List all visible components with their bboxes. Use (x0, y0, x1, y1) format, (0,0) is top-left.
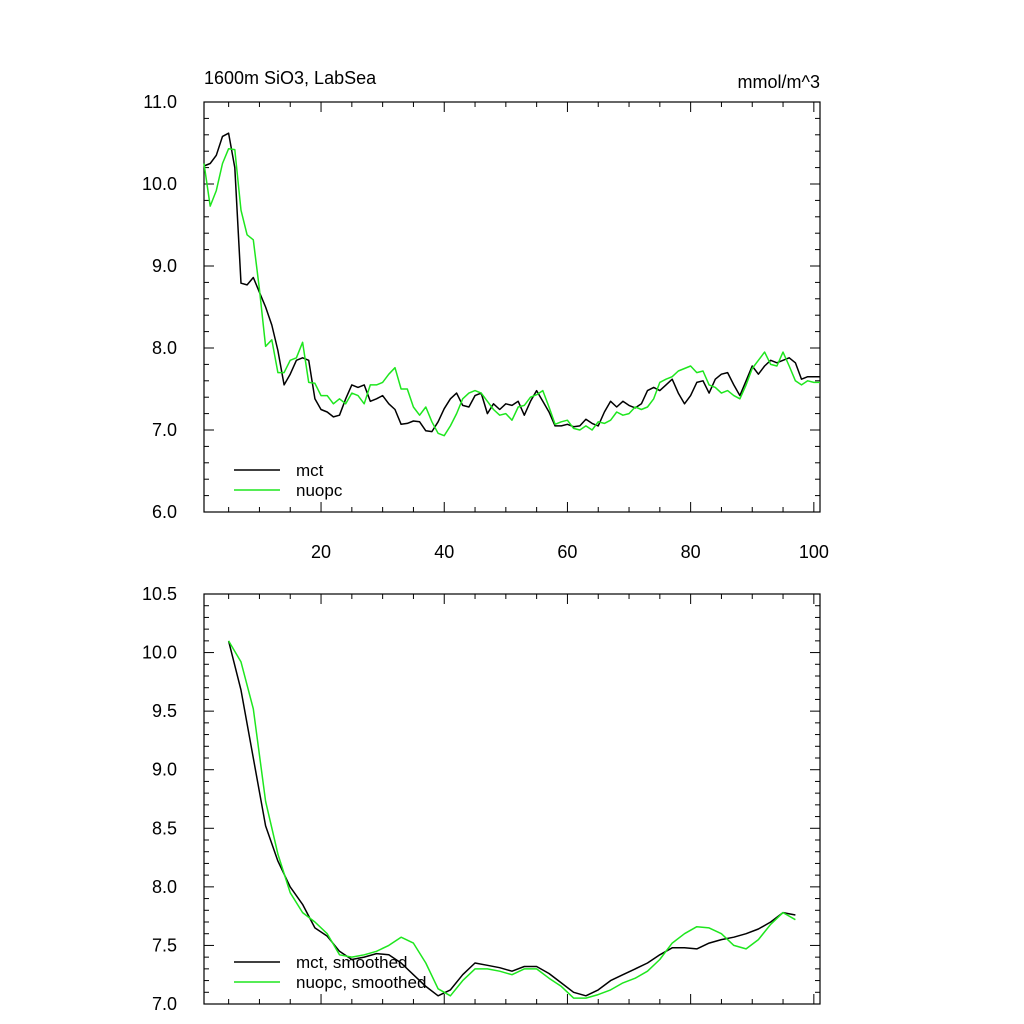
series-line-mct-smoothed (229, 641, 796, 996)
x-tick-labels-top (311, 542, 829, 562)
y-tick-label: 9.0 (151, 759, 177, 780)
series-line-mct (204, 133, 820, 431)
series-lines-top (204, 133, 820, 436)
x-tick-label: 100 (798, 542, 829, 562)
y-tick-label: 10.0 (141, 642, 177, 663)
y-tick-label: 10.0 (141, 174, 177, 194)
y-tick-label: 8.0 (151, 338, 177, 358)
units-label: mmol/m^3 (737, 72, 820, 92)
plot-frame-top (204, 102, 820, 512)
series-line-nuopc (204, 149, 820, 436)
y-tick-label: 7.5 (151, 935, 177, 956)
panel-top (142, 68, 829, 562)
ticks-top (204, 102, 820, 512)
y-tick-label: 9.5 (151, 701, 177, 722)
legend-label-mct: mct (296, 461, 324, 480)
y-tick-label: 9.0 (151, 256, 177, 276)
y-tick-label: 8.0 (151, 876, 177, 897)
y-tick-labels-bottom (142, 584, 177, 1014)
y-tick-label: 11.0 (143, 92, 177, 112)
y-tick-label: 7.0 (151, 420, 177, 440)
chart-title: 1600m SiO3, LabSea (204, 68, 377, 88)
x-tick-label: 40 (434, 542, 455, 562)
ticks-bottom (204, 594, 820, 1004)
legend-label-mct-smoothed: mct, smoothed (296, 953, 408, 972)
legend-label-nuopc: nuopc (296, 481, 343, 500)
y-tick-label: 6.0 (151, 502, 177, 522)
x-tick-label: 20 (311, 542, 332, 562)
panel-bottom (142, 584, 820, 1014)
y-tick-label: 7.0 (151, 994, 177, 1014)
y-tick-label: 10.5 (141, 584, 177, 604)
plot-frame-bottom (204, 594, 820, 1004)
series-line-nuopc-smoothed (229, 641, 796, 998)
y-tick-label: 8.5 (151, 818, 177, 839)
x-tick-label: 80 (680, 542, 701, 562)
series-lines-bottom (229, 641, 796, 998)
legend-label-nuopc-smoothed: nuopc, smoothed (296, 973, 427, 992)
legend-top (234, 461, 343, 500)
legend-bottom (234, 953, 426, 992)
y-tick-labels-top (142, 92, 177, 522)
x-tick-label: 60 (557, 542, 578, 562)
